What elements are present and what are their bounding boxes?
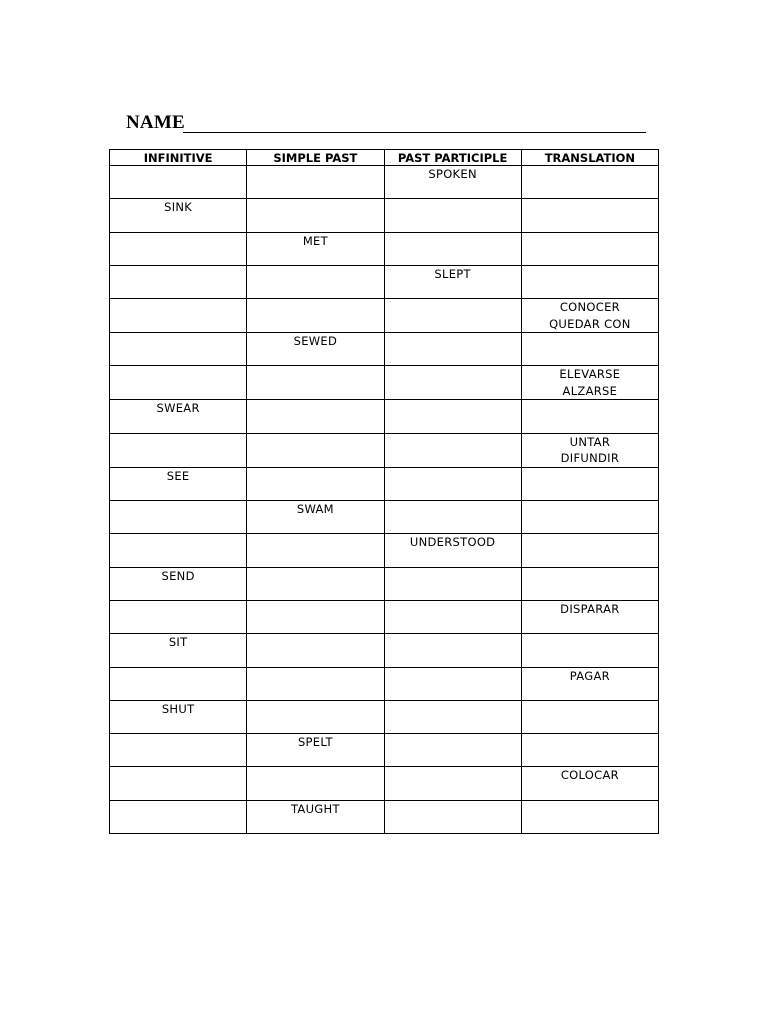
cell-text: SPELT: [297, 735, 333, 750]
cell-infinitive[interactable]: [110, 265, 247, 298]
cell-infinitive[interactable]: [110, 333, 247, 366]
cell-infinitive[interactable]: [110, 199, 247, 232]
cell-infinitive[interactable]: [110, 166, 247, 199]
cell-translation[interactable]: [521, 734, 658, 767]
cell-past-participle[interactable]: [384, 400, 521, 433]
header-infinitive: INFINITIVE: [110, 150, 247, 166]
cell-translation[interactable]: [521, 232, 658, 265]
header-simple-past: SIMPLE PAST: [247, 150, 384, 166]
cell-translation[interactable]: [521, 333, 658, 366]
cell-past-participle[interactable]: [384, 433, 521, 467]
cell-text: SHUT: [161, 701, 195, 716]
cell-past-participle[interactable]: [384, 299, 521, 333]
cell-text: ELEVARSE ALZARSE: [559, 367, 621, 398]
cell-translation[interactable]: [521, 199, 658, 232]
cell-text: SIT: [168, 635, 188, 650]
cell-translation[interactable]: [521, 767, 658, 800]
cell-past-participle[interactable]: [384, 734, 521, 767]
cell-past-participle[interactable]: [384, 333, 521, 366]
cell-simple-past[interactable]: [247, 501, 384, 534]
header-translation: TRANSLATION: [521, 150, 658, 166]
cell-infinitive[interactable]: [110, 366, 247, 400]
table-row: [110, 333, 659, 366]
table-row: [110, 767, 659, 800]
cell-translation[interactable]: [521, 501, 658, 534]
table-row: [110, 166, 659, 199]
cell-simple-past[interactable]: [247, 667, 384, 700]
cell-translation[interactable]: [521, 400, 658, 433]
cell-infinitive[interactable]: [110, 299, 247, 333]
table-row: [110, 667, 659, 700]
cell-text: COLOCAR: [560, 768, 619, 783]
cell-translation[interactable]: [521, 700, 658, 733]
cell-past-participle[interactable]: [384, 567, 521, 600]
table-row: [110, 700, 659, 733]
cell-infinitive[interactable]: [110, 767, 247, 800]
cell-simple-past[interactable]: [247, 700, 384, 733]
cell-translation[interactable]: [521, 166, 658, 199]
cell-simple-past[interactable]: [247, 600, 384, 633]
table-row: [110, 600, 659, 633]
name-label: NAME: [126, 112, 185, 133]
cell-past-participle[interactable]: [384, 634, 521, 667]
table-row: [110, 534, 659, 567]
cell-simple-past[interactable]: [247, 400, 384, 433]
cell-infinitive[interactable]: [110, 667, 247, 700]
cell-text: SEND: [161, 568, 195, 583]
cell-infinitive[interactable]: [110, 800, 247, 833]
cell-text: SINK: [164, 200, 193, 215]
cell-simple-past[interactable]: [247, 333, 384, 366]
table-row: [110, 265, 659, 298]
cell-translation[interactable]: [521, 600, 658, 633]
cell-past-participle[interactable]: [384, 767, 521, 800]
table-row: [110, 400, 659, 433]
cell-text: UNDERSTOOD: [409, 535, 496, 550]
cell-text: SWAM: [296, 502, 334, 517]
cell-infinitive[interactable]: [110, 700, 247, 733]
cell-past-participle[interactable]: [384, 534, 521, 567]
cell-translation[interactable]: [521, 800, 658, 833]
cell-past-participle[interactable]: [384, 232, 521, 265]
name-field[interactable]: [126, 112, 646, 136]
cell-past-participle[interactable]: [384, 265, 521, 298]
cell-past-participle[interactable]: [384, 166, 521, 199]
table-row: [110, 501, 659, 534]
cell-simple-past[interactable]: [247, 433, 384, 467]
cell-simple-past[interactable]: [247, 567, 384, 600]
cell-simple-past[interactable]: [247, 166, 384, 199]
cell-simple-past[interactable]: [247, 534, 384, 567]
table-row: [110, 800, 659, 833]
verb-table: [109, 149, 659, 834]
cell-infinitive[interactable]: [110, 501, 247, 534]
cell-text: DISPARAR: [560, 601, 620, 616]
cell-past-participle[interactable]: [384, 199, 521, 232]
cell-infinitive[interactable]: [110, 400, 247, 433]
cell-simple-past[interactable]: [247, 199, 384, 232]
cell-past-participle[interactable]: [384, 600, 521, 633]
cell-infinitive[interactable]: [110, 232, 247, 265]
cell-translation[interactable]: [521, 299, 658, 333]
cell-text: SEE: [166, 468, 190, 483]
cell-infinitive[interactable]: [110, 433, 247, 467]
cell-text: CONOCER QUEDAR CON: [549, 300, 631, 331]
cell-translation[interactable]: [521, 667, 658, 700]
cell-past-participle[interactable]: [384, 501, 521, 534]
cell-simple-past[interactable]: [247, 634, 384, 667]
cell-infinitive[interactable]: [110, 600, 247, 633]
cell-past-participle[interactable]: [384, 800, 521, 833]
table-row: [110, 366, 659, 400]
cell-simple-past[interactable]: [247, 232, 384, 265]
cell-simple-past[interactable]: [247, 767, 384, 800]
cell-text: SWEAR: [156, 401, 200, 416]
cell-infinitive[interactable]: [110, 467, 247, 500]
cell-infinitive[interactable]: [110, 534, 247, 567]
cell-translation[interactable]: [521, 467, 658, 500]
cell-simple-past[interactable]: [247, 366, 384, 400]
cell-text: SLEPT: [434, 266, 471, 281]
cell-simple-past[interactable]: [247, 734, 384, 767]
cell-translation[interactable]: [521, 567, 658, 600]
cell-past-participle[interactable]: [384, 467, 521, 500]
cell-infinitive[interactable]: [110, 734, 247, 767]
cell-text: PAGAR: [569, 668, 610, 683]
cell-past-participle[interactable]: [384, 366, 521, 400]
cell-translation[interactable]: [521, 634, 658, 667]
cell-text: SEWED: [293, 334, 338, 349]
table-row: [110, 199, 659, 232]
cell-simple-past[interactable]: [247, 800, 384, 833]
table-row: [110, 232, 659, 265]
cell-text: UNTAR DIFUNDIR: [560, 434, 620, 466]
cell-simple-past[interactable]: [247, 265, 384, 298]
cell-past-participle[interactable]: [384, 700, 521, 733]
cell-simple-past[interactable]: [247, 299, 384, 333]
name-underline[interactable]: [183, 132, 646, 133]
table-row: [110, 299, 659, 333]
cell-translation[interactable]: [521, 366, 658, 400]
table-row: [110, 634, 659, 667]
cell-infinitive[interactable]: [110, 567, 247, 600]
cell-past-participle[interactable]: [384, 667, 521, 700]
table-row: [110, 567, 659, 600]
cell-infinitive[interactable]: [110, 634, 247, 667]
table-row: [110, 433, 659, 467]
table-row: [110, 734, 659, 767]
cell-text: SPOKEN: [428, 167, 477, 181]
cell-simple-past[interactable]: [247, 467, 384, 500]
cell-text: MET: [302, 233, 328, 248]
cell-translation[interactable]: [521, 433, 658, 467]
header-past-participle: PAST PARTICIPLE: [384, 150, 521, 166]
cell-translation[interactable]: [521, 265, 658, 298]
table-row: [110, 467, 659, 500]
table-header-row: [110, 150, 659, 166]
cell-text: TAUGHT: [290, 801, 340, 816]
cell-translation[interactable]: [521, 534, 658, 567]
